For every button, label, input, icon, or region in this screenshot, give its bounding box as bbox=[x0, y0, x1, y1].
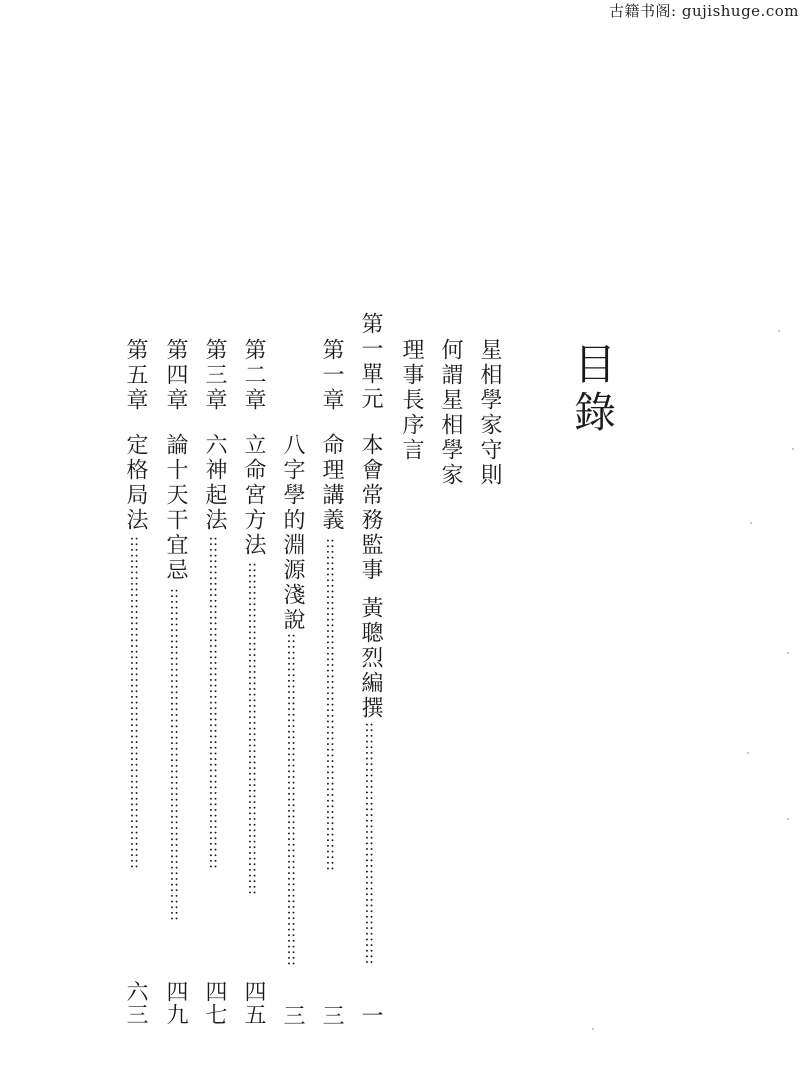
toc-entry-page: 六三 bbox=[123, 980, 148, 1026]
toc-entry-title: 論十天干宜忌 bbox=[163, 433, 188, 583]
scan-speck bbox=[750, 522, 752, 524]
toc-entry-page: 四七 bbox=[202, 980, 227, 1026]
dot-leader: ::::::::::::::::::::::::::::::::::::::::::::::::::::::::::: bbox=[206, 536, 224, 870]
toc-entry-label: 第一章 bbox=[319, 338, 344, 413]
toc-entry-label: 第二章 bbox=[241, 338, 266, 413]
toc-entry-page: 三 bbox=[319, 1004, 344, 1027]
dot-leader: ::::::::::::::::::::::::::::::::::::::::::::::::::::::::::: bbox=[284, 633, 302, 967]
scan-speck bbox=[747, 752, 749, 754]
scan-speck bbox=[778, 330, 780, 332]
watermark-text: 古籍书阁: gujishuge.com bbox=[609, 2, 799, 20]
toc-entry-title: 八字學的淵源淺說 bbox=[280, 433, 305, 633]
toc-entry-page: 一 bbox=[358, 1004, 383, 1027]
scan-speck bbox=[792, 448, 794, 450]
scan-speck bbox=[592, 1028, 594, 1030]
dot-leader: ::::::::::::::::::::::::::::::::::::::::::::::::::::::::::: bbox=[167, 588, 185, 922]
toc-entry-title: 本會常務監事 bbox=[358, 433, 383, 583]
toc-entry-page: 四五 bbox=[241, 980, 266, 1026]
toc-entry-heading: 理事長序言 bbox=[399, 338, 424, 463]
toc-entry-title: 定格局法 bbox=[123, 433, 148, 533]
scan-speck bbox=[787, 818, 789, 820]
toc-entry-page: 四九 bbox=[163, 980, 188, 1026]
scan-speck bbox=[787, 652, 789, 654]
toc-entry-title: 六神起法 bbox=[202, 433, 227, 533]
dot-leader: ::::::::::::::::::::::::::::::::::::::::::::::::::::::::::: bbox=[245, 562, 263, 896]
toc-entry-title: 立命宮方法 bbox=[241, 433, 266, 558]
toc-entry-label: 第四章 bbox=[163, 338, 188, 413]
toc-entry-heading: 何謂星相學家 bbox=[438, 338, 463, 488]
dot-leader: ::::::::::::::::::::::::::::::::::::::::::: bbox=[362, 722, 380, 966]
toc-entry-label: 第三章 bbox=[202, 338, 227, 413]
dot-leader: ::::::::::::::::::::::::::::::::::::::::::::::::::::::::::: bbox=[127, 536, 145, 870]
page-title: 目錄 bbox=[568, 342, 617, 438]
toc-entry-label: 第一單元 bbox=[358, 312, 383, 412]
toc-entry-author: 黃聰烈編撰 bbox=[358, 596, 383, 721]
toc-entry-title: 命理講義 bbox=[319, 433, 344, 533]
toc-entry-heading: 星相學家守則 bbox=[477, 338, 502, 488]
dot-leader: ::::::::::::::::::::::::::::::::::::::::::::::::::::::::::: bbox=[323, 538, 341, 872]
toc-entry-page: 三 bbox=[280, 1004, 305, 1027]
toc-entry-label: 第五章 bbox=[123, 338, 148, 413]
